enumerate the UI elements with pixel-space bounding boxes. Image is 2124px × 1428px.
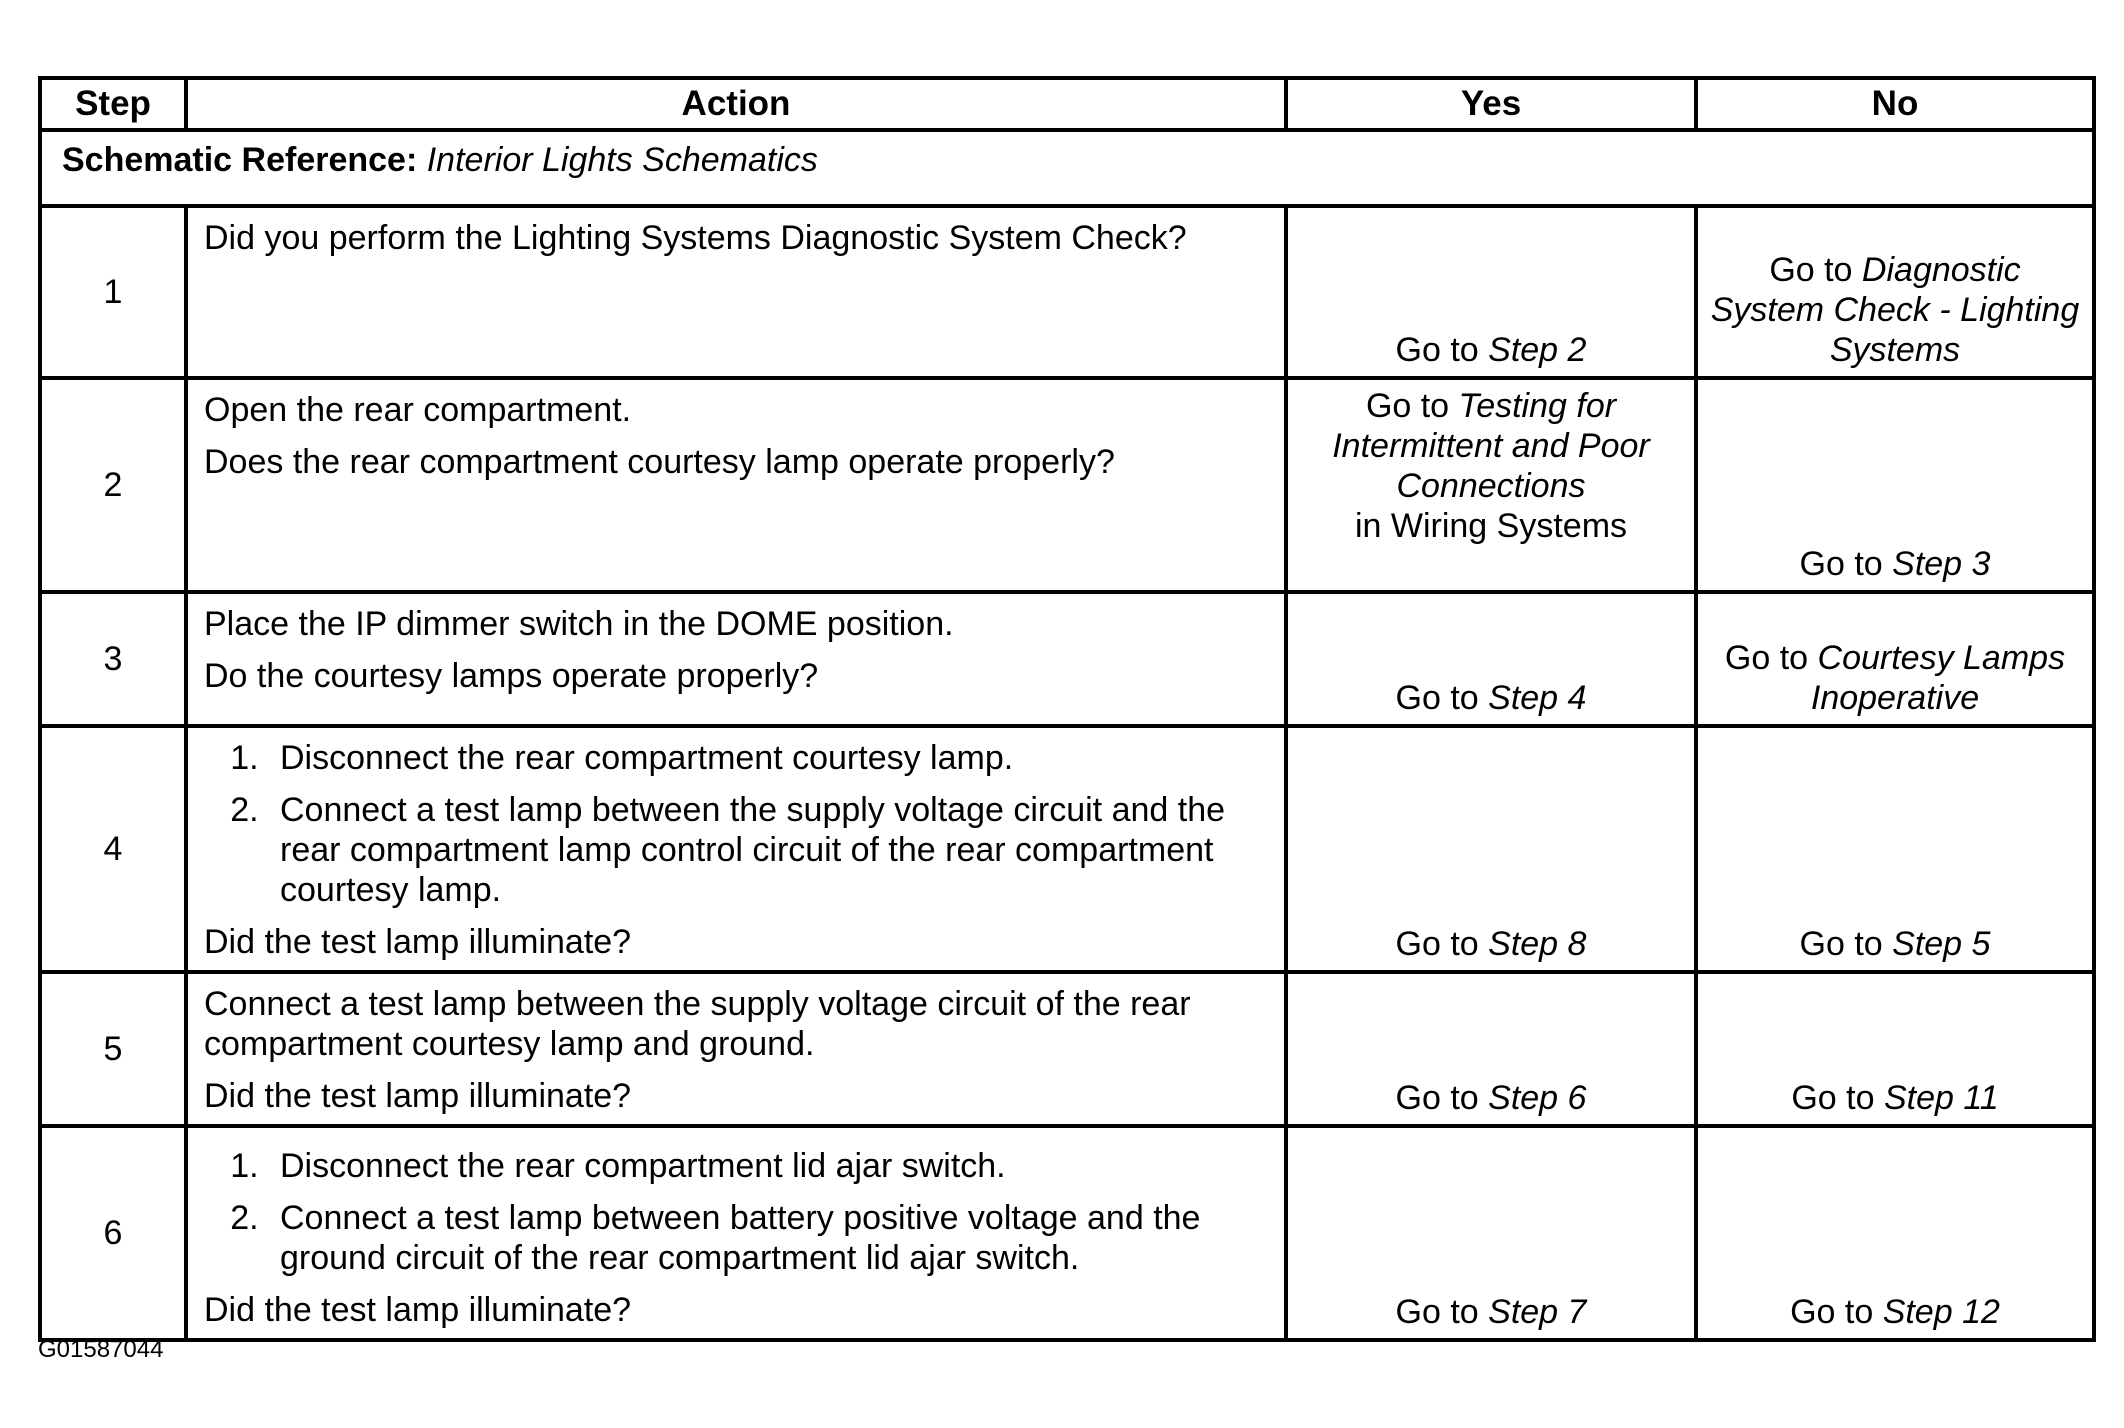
action-list-item: 2. Connect a test lamp between the supply voltage circuit and the rear compartment lamp control circuit of the rear compartment courtesy lamp. — [268, 790, 1268, 910]
no-prefix: Go to — [1769, 251, 1862, 289]
action-question: Did the test lamp illuminate? — [204, 923, 632, 961]
yes-prefix: Go to — [1365, 387, 1459, 425]
no-link[interactable]: Step 12 — [1882, 1293, 2000, 1331]
table-row — [40, 592, 2094, 726]
schematic-reference-label: Schematic Reference: — [62, 141, 418, 179]
no-prefix: Go to — [1791, 1079, 1884, 1117]
header-no: No — [1696, 78, 2094, 130]
action-text: Place the IP dimmer switch in the DOME position. — [204, 605, 954, 643]
action-list-item: 1. Disconnect the rear compartment courtesy lamp. — [268, 738, 1268, 778]
action-text: Connect a test lamp between the supply voltage circuit of the rear compartment courtesy lamp and ground. — [204, 985, 1191, 1063]
table-row — [40, 972, 2094, 1126]
no-prefix: Go to — [1799, 545, 1893, 583]
yes-prefix: Go to — [1395, 1293, 1489, 1331]
yes-cell — [1286, 972, 1696, 1126]
no-prefix: Go to — [1799, 925, 1893, 963]
yes-prefix: Go to — [1395, 925, 1489, 963]
action-question: Did the test lamp illuminate? — [204, 1291, 632, 1329]
action-cell — [186, 378, 1286, 592]
yes-cell — [1286, 592, 1696, 726]
yes-link[interactable]: Step 4 — [1488, 679, 1587, 717]
yes-link[interactable]: Step 8 — [1488, 925, 1587, 963]
table-row — [40, 378, 2094, 592]
action-list-item: 2. Connect a test lamp between battery positive voltage and the ground circuit of the rear compartment lid ajar switch. — [268, 1198, 1268, 1278]
step-number: 3 — [40, 592, 186, 726]
no-link[interactable]: Step 3 — [1892, 545, 1991, 583]
action-text: Did you perform the Lighting Systems Diagnostic System Check? — [204, 219, 1187, 257]
step-number: 2 — [40, 378, 186, 592]
table-row — [40, 206, 2094, 378]
yes-prefix: Go to — [1395, 1079, 1489, 1117]
step-number: 4 — [40, 726, 186, 972]
no-link[interactable]: Step 11 — [1883, 1079, 1999, 1117]
no-prefix: Go to — [1790, 1293, 1883, 1331]
yes-link[interactable]: Step 7 — [1488, 1293, 1587, 1331]
action-question: Did the test lamp illuminate? — [204, 1077, 632, 1115]
no-link[interactable]: Diagnostic System Check - Lighting Systems — [1710, 251, 2080, 369]
no-cell — [1696, 592, 2094, 726]
action-question: Does the rear compartment courtesy lamp operate properly? — [204, 443, 1115, 481]
no-cell — [1696, 726, 2094, 972]
table-row — [40, 726, 2094, 972]
yes-link[interactable]: Step 2 — [1488, 331, 1587, 369]
action-question: Do the courtesy lamps operate properly? — [204, 657, 819, 695]
action-list — [204, 1146, 1268, 1278]
action-list — [204, 738, 1268, 910]
table-row — [40, 1126, 2094, 1340]
action-cell — [186, 972, 1286, 1126]
yes-cell — [1286, 726, 1696, 972]
action-cell — [186, 726, 1286, 972]
step-number: 5 — [40, 972, 186, 1126]
action-cell — [186, 206, 1286, 378]
step-number: 6 — [40, 1126, 186, 1340]
no-link[interactable]: Step 5 — [1892, 925, 1991, 963]
yes-cell — [1286, 378, 1696, 592]
header-yes: Yes — [1286, 78, 1696, 130]
diagnostic-table-container — [38, 76, 2092, 1342]
action-text: Open the rear compartment. — [204, 391, 632, 429]
no-prefix: Go to — [1724, 639, 1818, 677]
yes-prefix: Go to — [1395, 679, 1489, 717]
yes-cell — [1286, 206, 1696, 378]
schematic-reference — [40, 130, 2094, 206]
header-action: Action — [186, 78, 1286, 130]
action-list-item: 1. Disconnect the rear compartment lid ajar switch. — [268, 1146, 1268, 1186]
no-link[interactable]: Courtesy Lamps Inoperative — [1810, 639, 2066, 717]
no-cell — [1696, 378, 2094, 592]
yes-prefix: Go to — [1395, 331, 1489, 369]
diagnostic-table — [38, 76, 2096, 1342]
action-cell — [186, 592, 1286, 726]
no-cell — [1696, 206, 2094, 378]
header-row — [40, 78, 2094, 130]
no-cell — [1696, 1126, 2094, 1340]
schematic-reference-row — [40, 130, 2094, 206]
figure-id: G01587044 — [38, 1336, 164, 1363]
yes-suffix: in Wiring Systems — [1354, 507, 1628, 545]
schematic-reference-link[interactable]: Interior Lights Schematics — [426, 141, 818, 179]
header-step: Step — [40, 78, 186, 130]
yes-link[interactable]: Step 6 — [1488, 1079, 1587, 1117]
yes-cell — [1286, 1126, 1696, 1340]
step-number: 1 — [40, 206, 186, 378]
action-cell — [186, 1126, 1286, 1340]
no-cell — [1696, 972, 2094, 1126]
yes-link[interactable]: Testing for Intermittent and Poor Connections — [1332, 387, 1650, 505]
